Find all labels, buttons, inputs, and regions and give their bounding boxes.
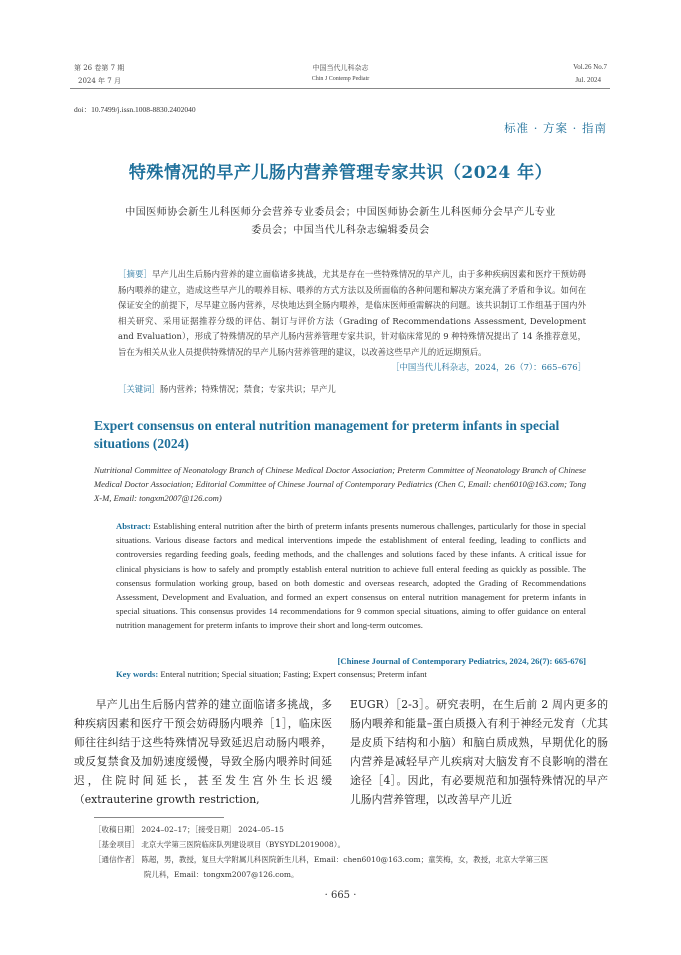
abstract-zh-label: ［摘要］ (118, 269, 153, 279)
abstract-zh-citation: ［中国当代儿科杂志，2024，26（7）：665–676］ (391, 362, 586, 372)
keywords-en-label: Key words: (116, 669, 159, 679)
title-zh: 特殊情况的早产儿肠内营养管理专家共识（2024 年） (128, 163, 553, 183)
header-volume-zh: 第 26 卷第 7 期 (74, 64, 125, 72)
keywords-zh-text: 肠内营养；特殊情况；禁食；专家共识；早产儿 (159, 384, 336, 394)
footnote-corresponding-cont: 院儿科，Email：tongxm2007@126.com。 (144, 870, 299, 879)
abstract-en (94, 519, 586, 633)
header-rule (70, 88, 610, 89)
header-date-en: Jul. 2024 (575, 76, 601, 84)
abstract-en-citation: [Chinese Journal of Contemporary Pediatrics, 2024, 26(7): 665-676] (337, 656, 586, 666)
abstract-zh (118, 267, 586, 376)
footnote-fund: ［基金项目］ 北京大学第三医院临床队列建设项目（BYSYDL2019008）。 (94, 840, 345, 849)
abstract-zh-text: 早产儿出生后肠内营养的建立面临诸多挑战，尤其是存在一些特殊情况的早产儿，由于多种疾病因素和医疗干预妨碍肠内喂养的建立，造成这些早产儿的喂养目标、喂养的方式方法以及所面临的各种问题和解决方案充满了矛盾和争议。如何在保证安全的前提下，尽早建立肠内营养，尽快地达到全肠内喂养，是临床医师亟需解决的问题。该共识制订工作组基于国内外相关研究、采用证据推荐分级的评估、制订与评价方法（Grading of Recommendations Assessment, Development and Evaluation），形成了特殊情况的早产儿肠内营养管理专家共识，针对临床常见的 9 种特殊情况提出了 14 条推荐意见，旨在为相关从业人员提供特殊情况的早产儿肠内营养管理的建议，以改善这些早产儿的近远期预后。 (118, 269, 586, 357)
column-label: 标准 · 方案 · 指南 (504, 121, 607, 135)
authors-en: Nutritional Committee of Neonatology Branch of Chinese Medical Doctor Association; Preterm Committee of Neonatology Branch of Chinese Medical Doctor Association; Editorial Committee of Chinese Journal of Contemporary Pediatrics (Chen C, Email: chen6010@163.com; Tong X-M, Email: tongxm2007@126.com) (94, 465, 586, 503)
header-date-zh: 2024 年 7 月 (78, 77, 121, 85)
footnotes (94, 822, 614, 882)
keywords-zh (118, 382, 586, 398)
keywords-en (94, 667, 586, 681)
title-en: Expert consensus on enteral nutrition management for preterm infants in special situations (2024) (94, 418, 560, 451)
body-column-right: EUGR）［2-3］。研究表明，在生后前 2 周内更多的肠内喂养和能量–蛋白质摄入有利于神经元发育（尤其是皮质下结构和小脑）和脑白质成熟，早期优化的肠内营养是减轻早产儿疾病对大脑发育不良影响的潜在途径［4］。因此，有必要规范和加强特殊情况的早产儿肠内营养管理，以改善早产儿近 (350, 698, 608, 806)
abstract-en-label: Abstract: (116, 521, 151, 531)
abstract-en-text: Establishing enteral nutrition after the birth of preterm infants presents numerous challenges, particularly for those in special situations. Various disease factors and medical interventions impede the establishment of enteral feeding, leading to conflicts and controversies regarding feeding goals, feeding methods, and the challenges and solutions faced by these infants. A critical issue for clinical physicians is how to safely and promptly establish enteral nutrition to achieve full enteral feeding as quickly as possible. The consensus formulation working group, based on both domestic and overseas research, adopted the Grading of Recommendations Assessment, Development and Evaluation, and formed an expert consensus on enteral nutrition management for preterm infants in special situations. This consensus provides 14 recommendations for 9 common special situations, aiming to offer guidance on enteral nutrition management for preterm infants to improve their short and long-term outcomes. (116, 521, 586, 631)
authors-zh (90, 204, 591, 240)
footnote-rule (94, 817, 224, 818)
keywords-zh-label: ［关键词］ (118, 384, 160, 394)
authors-zh-line2: 委员会；中国当代儿科杂志编辑委员会 (251, 225, 430, 236)
keywords-en-text: Enteral nutrition; Special situation; Fasting; Expert consensus; Preterm infant (158, 669, 427, 679)
footnote-received: ［收稿日期］ 2024–02–17；［接受日期］ 2024–05–15 (94, 825, 284, 834)
footnote-corresponding: ［通信作者］ 陈超，男，教授，复旦大学附属儿科医院新生儿科，Email：chen6010@163.com；童笑梅，女，教授，北京大学第三医 (94, 855, 549, 864)
body-column-left: 早产儿出生后肠内营养的建立面临诸多挑战，多种疾病因素和医疗干预会妨碍肠内喂养［1］，临床医师往往纠结于这些特殊情况导致延迟启动肠内喂养，或反复禁食及加奶速度缓慢，导致全肠内喂养时间延迟，住院时间延长，甚至发生宫外生长迟缓（extrauterine growth restriction, (74, 698, 332, 806)
page-number: · 665 · (324, 890, 357, 901)
header-volume-en: Vol.26 No.7 (573, 63, 607, 71)
doi: doi：10.7499/j.issn.1008-8830.2402040 (74, 105, 196, 114)
header-journal-zh: 中国当代儿科杂志 (312, 64, 369, 72)
authors-zh-line1: 中国医师协会新生儿科医师分会营养专业委员会；中国医师协会新生儿科医师分会早产儿专业 (125, 207, 556, 218)
header-journal-en: Chin J Contemp Pediatr (311, 76, 370, 82)
